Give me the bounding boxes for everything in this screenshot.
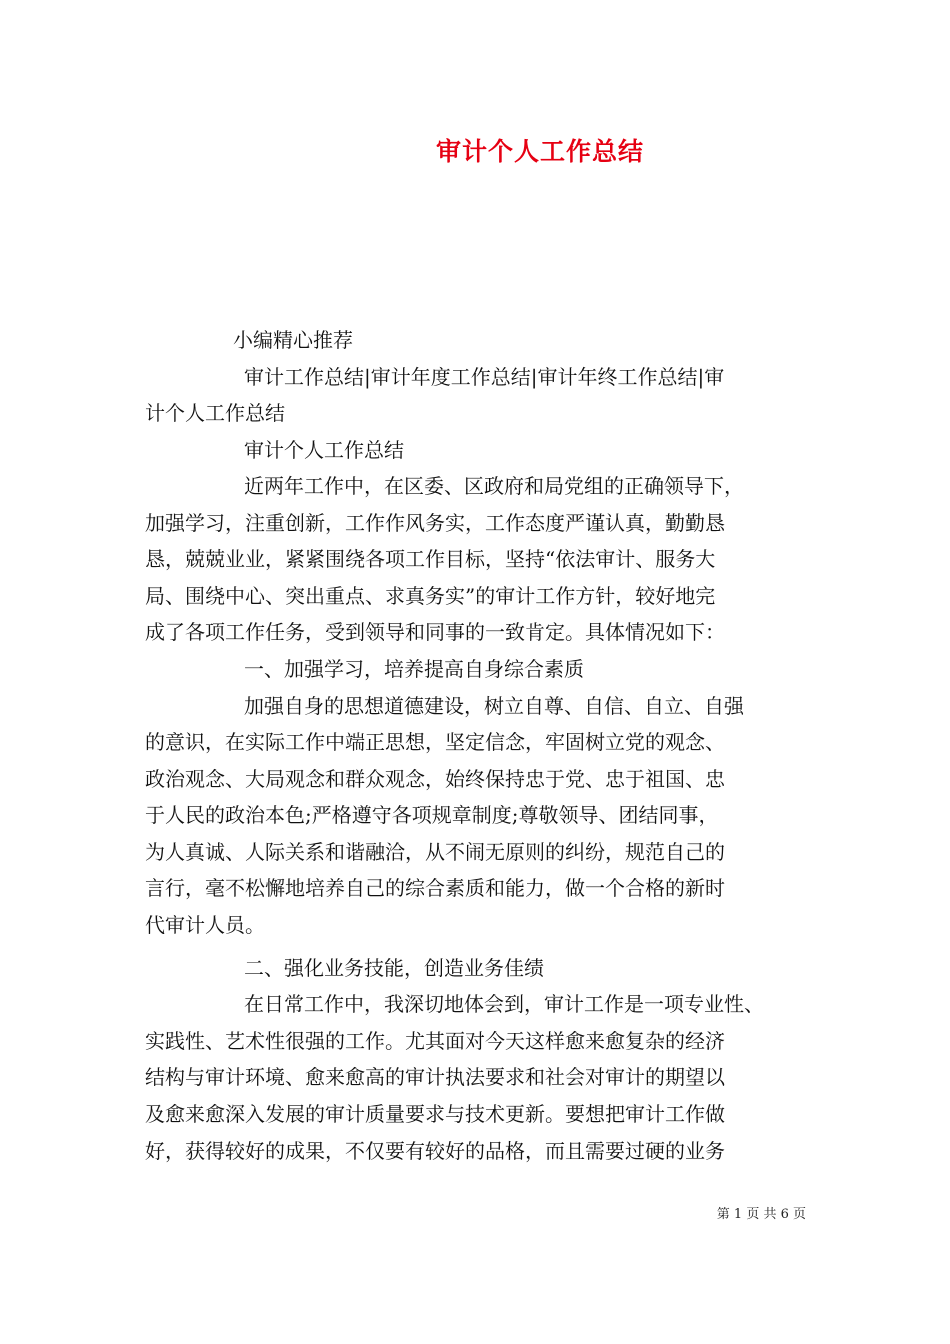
text-line: 好，获得较好的成果，不仅要有较好的品格，而且需要过硬的业务 (145, 1139, 725, 1163)
text-line: 结构与审计环境、愈来愈高的审计执法要求和社会对审计的期望以 (145, 1065, 725, 1089)
text-line: 审计工作总结|审计年度工作总结|审计年终工作总结|审 (244, 365, 725, 389)
page-number: 第 1 页 共 6 页 (716, 1207, 806, 1222)
text-line: 于人民的政治本色;严格遵守各项规章制度;尊敬领导、团结同事， (145, 803, 719, 827)
text-line: 言行，毫不松懈地培养自己的综合素质和能力，做一个合格的新时 (145, 876, 725, 900)
text-line: 为人真诚、人际关系和谐融洽，从不闹无原则的纠纷，规范自己的 (145, 840, 725, 864)
section-heading: 二、强化业务技能，创造业务佳绩 (244, 956, 544, 980)
text-line: 小编精心推荐 (233, 328, 353, 352)
section-heading: 一、加强学习，培养提高自身综合素质 (244, 657, 584, 681)
document-title: 审计个人工作总结 (435, 137, 644, 166)
text-line: 在日常工作中，我深切地体会到，审计工作是一项专业性、 (244, 992, 764, 1016)
text-line: 的意识，在实际工作中端正思想，坚定信念，牢固树立党的观念、 (145, 730, 725, 754)
text-line: 加强学习，注重创新，工作作风务实，工作态度严谨认真，勤勤恳 (145, 511, 725, 535)
text-line: 计个人工作总结 (145, 401, 285, 425)
text-line: 及愈来愈深入发展的审计质量要求与技术更新。要想把审计工作做 (145, 1102, 725, 1126)
text-line: 政治观念、大局观念和群众观念，始终保持忠于党、忠于祖国、忠 (145, 767, 725, 791)
text-line: 恳，兢兢业业，紧紧围绕各项工作目标，坚持“依法审计、服务大 (145, 547, 716, 571)
text-line: 实践性、艺术性很强的工作。尤其面对今天这样愈来愈复杂的经济 (145, 1029, 725, 1053)
text-line: 审计个人工作总结 (244, 438, 404, 462)
text-line: 成了各项工作任务，受到领导和同事的一致肯定。具体情况如下： (145, 620, 725, 644)
text-line: 近两年工作中，在区委、区政府和局党组的正确领导下， (244, 474, 744, 498)
text-line: 代审计人员。 (145, 913, 265, 937)
text-line: 加强自身的思想道德建设，树立自尊、自信、自立、自强 (244, 694, 744, 718)
text-line: 局、围绕中心、突出重点、求真务实”的审计工作方针，较好地完 (145, 584, 716, 608)
